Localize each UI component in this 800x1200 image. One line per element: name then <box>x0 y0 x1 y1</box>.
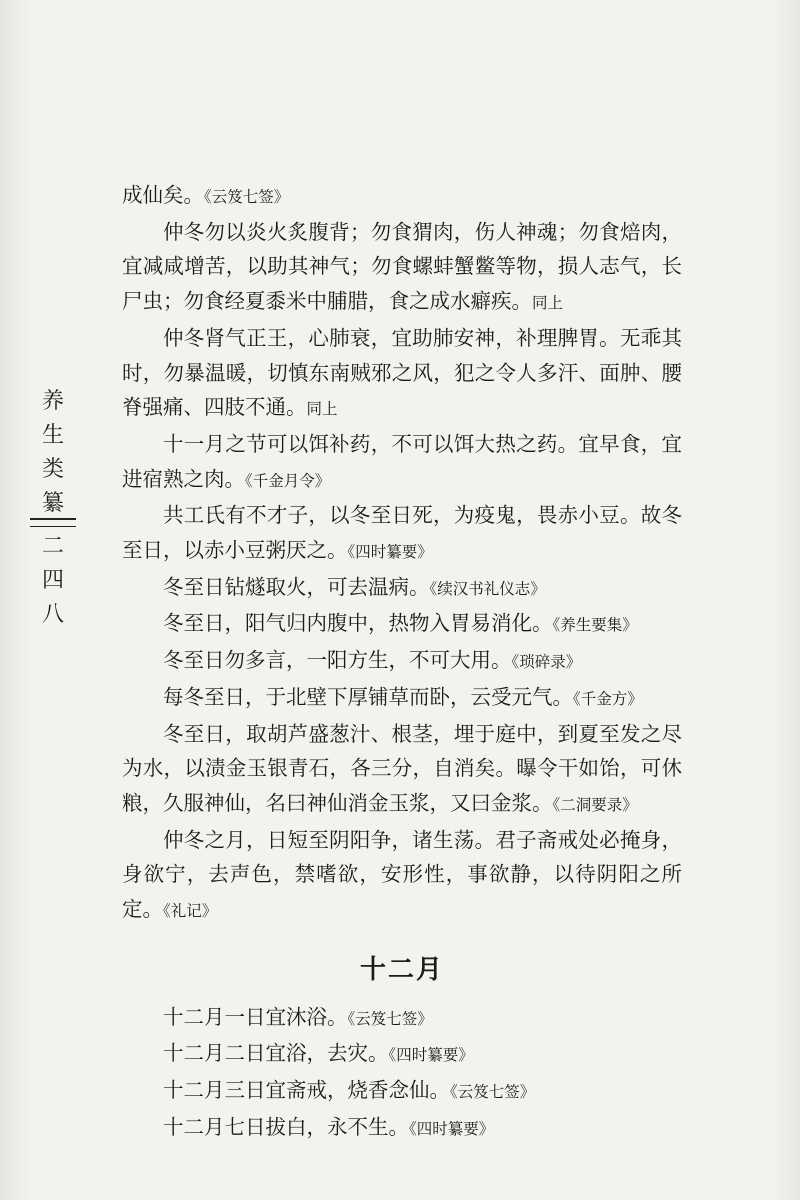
text-entry <box>122 823 682 929</box>
entry-source: 《千金方》 <box>573 689 643 708</box>
page-number-char: 四 <box>41 568 64 593</box>
entry-text: 共工氏有不才子，以冬至日死，为疫鬼，畏赤小豆。故冬至日，以赤小豆粥厌之。 <box>122 503 682 563</box>
page-edge-shadow <box>772 0 800 1200</box>
book-title-char: 纂 <box>41 491 64 516</box>
entry-text: 冬至日钻燧取火，可去温病。 <box>163 574 430 599</box>
entry-source: 《云笈七签》 <box>450 1083 536 1102</box>
running-head-divider <box>30 518 76 527</box>
page-body <box>122 178 682 1147</box>
running-head-book-title <box>30 385 76 521</box>
book-title-char: 养 <box>41 389 64 414</box>
entry-text: 十二月三日宜斋戒，烧香念仙。 <box>163 1078 450 1103</box>
text-entry <box>122 427 682 498</box>
entry-text: 仲冬肾气正王，心肺衰，宜助肺安神，补理脾胃。无乖其时，勿暴温暖，切慎东南贼邪之风，犯之令人多汗、面肿、腰脊强痛、四肢不通。 <box>122 325 682 420</box>
entry-source: 《琐碎录》 <box>511 653 582 672</box>
page-number-char: 二 <box>41 534 64 559</box>
text-entry <box>122 215 682 321</box>
entry-source: 《礼记》 <box>163 902 218 921</box>
entry-text: 冬至日勿多言，一阳方生，不可大用。 <box>163 648 512 673</box>
entry-text: 十二月一日宜沐浴。 <box>163 1004 348 1029</box>
text-entry <box>122 178 682 215</box>
entry-source: 同上 <box>532 294 564 313</box>
entry-text: 仲冬之月，日短至阴阳争，诸生荡。君子斋戒处必掩身，身欲宁，去声色，禁嗜欲，安形性，事欲静，以待阴阳之所定。 <box>122 827 682 922</box>
book-title-char: 生 <box>41 423 64 448</box>
entry-text: 仲冬勿以炎火炙腹背；勿食猬肉，伤人神魂；勿食焙肉，宜减咸增苦，以助其神气；勿食螺蚌蟹鳖等物，损人志气，长尸虫；勿食经夏黍米中脯腊，食之成水癖疾。 <box>122 219 682 314</box>
entry-text: 每冬至日，于北壁下厚铺草而卧，云受元气。 <box>163 684 573 709</box>
text-entry <box>122 498 682 569</box>
entry-source: 《云笈七签》 <box>347 1009 433 1028</box>
entry-text: 十二月七日拔白，永不生。 <box>163 1114 409 1139</box>
entry-source: 《四时纂要》 <box>388 1046 474 1065</box>
text-entry <box>122 1110 682 1147</box>
entry-text: 冬至日，阳气归内腹中，热物入胃易消化。 <box>163 611 553 636</box>
entry-source: 《续汉书礼仪志》 <box>429 579 546 598</box>
text-entry <box>122 1036 682 1073</box>
entry-source: 《四时纂要》 <box>347 543 433 562</box>
entry-source: 《云笈七签》 <box>204 188 290 206</box>
entry-source: 《千金月令》 <box>245 471 331 490</box>
text-entry <box>122 1000 682 1037</box>
page-gutter-shadow <box>0 0 30 1200</box>
text-entry <box>122 570 682 607</box>
text-entry <box>122 606 682 643</box>
text-entry <box>122 1073 682 1110</box>
book-title-char: 类 <box>41 457 64 482</box>
entry-text: 十二月二日宜浴，去灾。 <box>163 1041 389 1066</box>
section-heading: 十二月 <box>359 954 444 985</box>
page-number-char: 八 <box>41 602 64 627</box>
entry-source: 同上 <box>306 400 338 419</box>
entry-text: 成仙矣。 <box>122 183 204 207</box>
entry-text: 冬至日，取胡芦盛葱汁、根茎，埋于庭中，到夏至发之尽为水，以渍金玉银青石，各三分，自消矣。曝令干如饴，可休粮，久服神仙，名曰神仙消金玉浆，又曰金浆。 <box>122 721 682 815</box>
entry-source: 《二洞要录》 <box>552 795 638 814</box>
text-entry <box>122 643 682 680</box>
entry-source: 《四时纂要》 <box>409 1119 495 1138</box>
entry-source: 《养生要集》 <box>552 616 638 635</box>
text-entry <box>122 321 682 427</box>
text-entry <box>122 680 682 717</box>
entry-text: 十一月之节可以饵补药，不可以饵大热之药。宜早食，宜进宿熟之肉。 <box>122 431 682 491</box>
text-entry <box>122 717 682 823</box>
page-number <box>30 530 76 632</box>
